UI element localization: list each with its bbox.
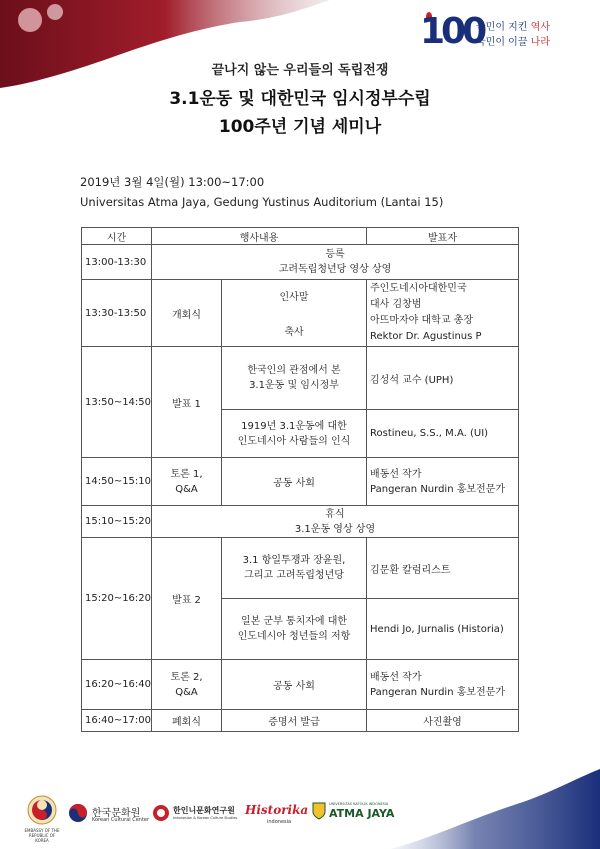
content-line: 3.1운동 및 임시정부 [249,380,339,391]
anniversary-number: 100 [420,11,484,52]
atma-jaya-logo [312,795,402,839]
speaker-cell [367,458,519,506]
session-line: Q&A [175,686,198,698]
content-cell [222,538,367,599]
schedule-table [81,227,519,732]
ik-culture-english: Indonesian & Korean Culture Studies [173,816,238,820]
speaker-line: 배동선 작가 [370,468,422,480]
content-line: 인도네시아 사람들의 인식 [237,435,351,447]
header-content: 행사내용 [152,228,367,245]
embassy-emblem-icon [27,795,57,825]
content-line: 휴식 [325,508,345,520]
atma-jaya-text: ATMA JAYA [329,807,395,820]
time-cell: 13:00-13:30 [82,245,152,280]
session-cell [152,458,222,506]
table-row [82,660,519,710]
kcc-english: Korean Cultural Center [92,817,150,823]
content-cell: 공동 사회 [222,660,367,710]
time-cell: 15:10~15:20 [82,506,152,538]
anniversary-slogan-line1: 국민이 지킨 역사 [476,22,550,33]
content-line: 3.1운동 영상 상영 [294,523,376,535]
session-cell: 발표 1 [152,347,222,458]
content-cell [152,506,519,538]
header-time: 시간 [82,228,152,245]
content-cell [222,347,367,410]
content-line: 3.1 항일투쟁과 장윤원, [242,555,346,566]
content-line: 그리고 고려독립청년당 [244,570,344,581]
speaker-cell: 김성석 교수 (UPH) [367,347,519,410]
time-cell: 16:20~16:40 [82,660,152,710]
table-row [82,458,519,506]
content-cell [222,599,367,660]
historia-logo [245,795,309,839]
kcc-korean: 한국문화원 [92,808,141,819]
table-row [82,280,519,347]
title-block [0,62,600,138]
table-header-row [82,228,519,245]
content-line: 인도네시아 청년들의 저항 [237,631,351,642]
speaker-line: 아뜨마자야 대학교 총장 [370,315,473,326]
sponsor-logos [0,795,600,845]
content-line: 한국인의 관점에서 본 [247,365,341,376]
speaker-line: Pangeran Nurdin 홍보전문가 [370,483,506,495]
content-cell: 증명서 발급 [222,710,367,732]
ik-culture-icon [152,804,170,822]
time-cell: 15:20~16:20 [82,538,152,660]
content-line: 인사말 [279,292,309,303]
session-cell: 개회식 [152,280,222,347]
speaker-line: Rektor Dr. Agustinus P [370,331,482,342]
content-cell: 공동 사회 [222,458,367,506]
speaker-line: 주인도네시아대한민국 [370,283,467,294]
title-line1: 3.1운동 및 대한민국 임시정부수립 [169,89,431,109]
speaker-cell [367,660,519,710]
speaker-cell: Hendi Jo, Jurnalis (Historia) [367,599,519,660]
ik-culture-korean: 한인니문화연구원 [173,806,235,815]
speaker-cell: 김문환 칼럼리스트 [367,538,519,599]
taegeuk-icon [68,803,88,823]
speaker-line: Pangeran Nurdin 홍보전문가 [370,686,506,698]
session-line: Q&A [175,483,198,495]
title-line2: 100주년 기념 세미나 [218,117,382,137]
content-cell [222,280,367,347]
content-line: 등록 [325,249,345,260]
anniversary-slogan-line2: 국민이 이끌 나라 [476,37,550,48]
atma-jaya-shield-icon [312,802,326,820]
time-cell: 14:50~15:10 [82,458,152,506]
event-venue: Universitas Atma Jaya, Gedung Yustinus Auditorium (Lantai 15) [80,195,444,209]
content-line: 축사 [284,327,304,338]
speaker-cell [367,280,519,347]
subtitle: 끝나지 않는 우리들의 독립전쟁 [211,63,389,78]
embassy-text: EMBASSY OF THE REPUBLIC OF KOREA [24,828,60,843]
kcc-logo [68,795,148,839]
ik-culture-logo [152,795,236,839]
speaker-cell: 사진촬영 [367,710,519,732]
speaker-line: 배동선 작가 [370,671,422,683]
time-cell: 13:30-13:50 [82,280,152,347]
table-row [82,245,519,280]
event-date: 2019년 3월 4일(월) 13:00~17:00 [80,175,265,189]
speaker-line: 대사 김창범 [370,299,422,310]
session-cell [152,660,222,710]
content-line: 고려독립청년당 영상 상영 [278,264,392,275]
content-cell [152,245,519,280]
header-speaker: 발표자 [367,228,519,245]
atma-jaya-top-text: UNIVERSITAS KATOLIK INDONESIA [329,802,389,806]
time-cell: 13:50~14:50 [82,347,152,458]
content-line: 1919년 3.1운동에 대한 [241,420,347,432]
content-cell [222,410,367,458]
time-cell: 16:40~17:00 [82,710,152,732]
session-cell: 발표 2 [152,538,222,660]
table-row [82,710,519,732]
session-cell: 폐회식 [152,710,222,732]
session-line: 토론 1, [170,468,203,480]
anniversary-logo [420,12,580,52]
speaker-cell: Rostineu, S.S., M.A. (UI) [367,410,519,458]
session-line: 토론 2, [170,671,203,683]
table-row [82,538,519,599]
historia-text: Historika [245,803,309,817]
embassy-logo [22,795,62,843]
table-row [82,347,519,410]
historia-sub: indonesia [267,819,292,825]
content-line: 일본 군부 통치자에 대한 [240,616,348,627]
table-row [82,506,519,538]
event-info [80,172,443,212]
